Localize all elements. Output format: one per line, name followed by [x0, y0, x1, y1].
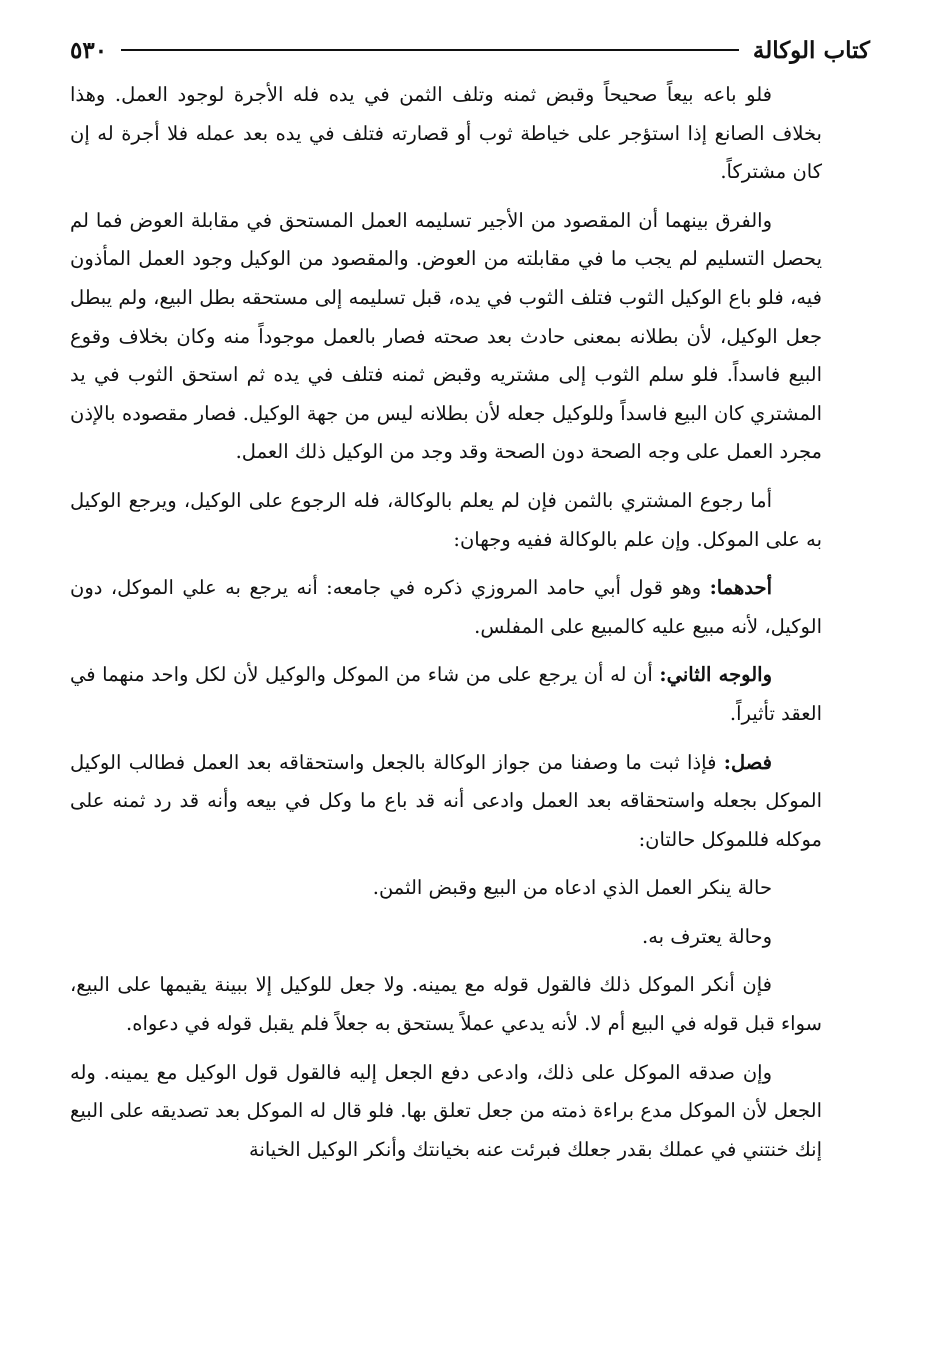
- paragraph: [70, 869, 822, 908]
- paragraph-text: فإن أنكر الموكل ذلك فالقول قوله مع يمينه. ولا جعل للوكيل إلا ببينة يقيمها على البيع، سواء قبل قوله في البيع أم لا. لأنه يدعي عملاً يستحق به جعلاً فلم يقبل قوله في دعواه.: [70, 973, 822, 1036]
- book-title: كتاب الوكالة: [752, 36, 870, 64]
- paragraph: [70, 1054, 822, 1170]
- header-rule: [121, 49, 739, 51]
- paragraph-text: وإن صدقه الموكل على ذلك، وادعى دفع الجعل إليه فالقول قول الوكيل مع يمينه. وله الجعل لأن الموكل مدع براءة ذمته من جعل تعلق بها. فلو قال له الموكل بعد تصديقه على البيع إنك خنتني في عملك بقدر جعلك فبرئت عنه بخيانتك وأنكر الوكيل الخيانة: [70, 1060, 822, 1161]
- page-number: ٥٣٠: [70, 36, 108, 64]
- paragraph: [70, 918, 822, 957]
- paragraph-text: والفرق بينهما أن المقصود من الأجير تسليمه العمل المستحق في مقابلة العوض فما لم يحصل التسليم لم يجب ما في مقابلته من العوض. والمقصود من الوكيل وجود العمل المأذون فيه، فلو باع الوكيل الثوب فتلف الثوب في يده، قبل تسليمه إلى مستحقه بطل البيع، ولم يبطل جعل الوكيل، لأن بطلانه بمعنى حادث بعد صحته فصار بالعمل موجوداً منه وكان بخلاف وقوع البيع فاسداً. فلو سلم الثوب إلى مشتريه وقبض ثمنه فتلف في يده ثم استحق الثوب في يد المشتري كان البيع فاسداً وللوكيل جعله لأن بطلانه ليس من جهة الوكيل. فصار مقصوده بالإذن مجرد العمل على وجه الصحة دون الصحة وقد وجد من الوكيل ذلك العمل.: [70, 208, 822, 464]
- body-text: [70, 76, 822, 1179]
- paragraph: [70, 202, 822, 472]
- running-header: [70, 30, 870, 70]
- paragraph-text: وحالة يعترف به.: [642, 924, 772, 948]
- paragraph-text: فلو باعه بيعاً صحيحاً وقبض ثمنه وتلف الثمن في يده فله الأجرة لوجود العمل. وهذا بخلاف الصانع إذا استؤجر على خياطة ثوب أو قصارته فتلف في يده بعد عمله فلا أجرة له إن كان مشتركاً.: [70, 83, 822, 184]
- paragraph-text: فإذا ثبت ما وصفنا من جواز الوكالة بالجعل واستحقاقه بعد العمل فطالب الوكيل الموكل بجعله واستحقاقه بعد العمل وادعى أنه قد باع ما وكل في بيعه وأنه قد رد ثمنه على موكله فللموكل حالتان:: [70, 750, 822, 851]
- paragraph-lead: أحدهما:: [709, 576, 773, 600]
- paragraph-text: أن له أن يرجع على من شاء من الموكل والوكيل لأن لكل واحد منهما في العقد تأثيراً.: [70, 663, 822, 725]
- paragraph-text: حالة ينكر العمل الذي ادعاه من البيع وقبض الثمن.: [372, 876, 772, 900]
- paragraph: [70, 76, 822, 192]
- paragraph: [70, 482, 822, 559]
- section-lead: فصل:: [723, 750, 772, 774]
- paragraph: [70, 744, 822, 860]
- paragraph-text: أما رجوع المشتري بالثمن فإن لم يعلم بالوكالة، فله الرجوع على الوكيل، ويرجع الوكيل به على الموكل. وإن علم بالوكالة ففيه وجهان:: [70, 488, 822, 551]
- paragraph: [70, 966, 822, 1043]
- paragraph-lead: والوجه الثاني:: [659, 663, 772, 687]
- paragraph: [70, 656, 822, 733]
- paragraph-text: وهو قول أبي حامد المروزي ذكره في جامعه: أنه يرجع به علي الموكل، دون الوكيل، لأنه مبيع عليه كالمبيع على المفلس.: [70, 576, 822, 638]
- paragraph: [70, 569, 822, 646]
